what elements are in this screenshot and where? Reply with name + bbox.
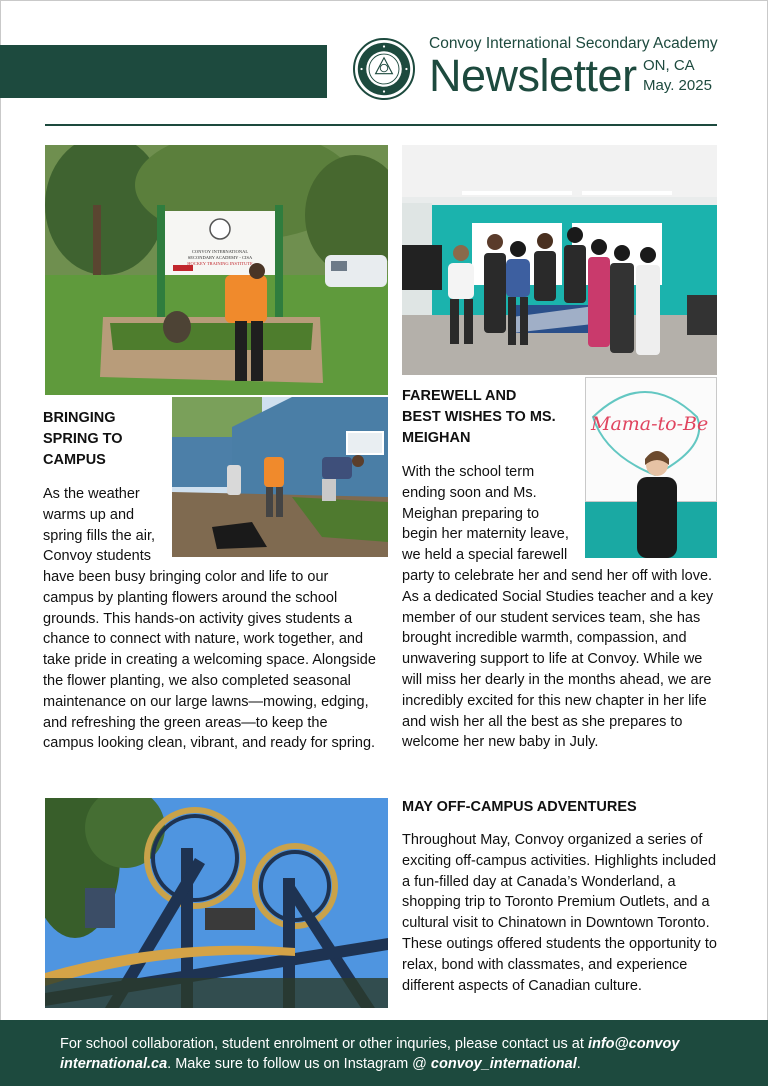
sign-text: CONVOY INTERNATIONAL SECONDARY ACADEMY - CISA HOCKEY TRAINING INSTITUTE [187, 249, 253, 266]
article-farewell-heading: FAREWELL AND BEST WISHES TO MS. MEIGHAN [402, 388, 556, 446]
article-adventures-heading: MAY OFF-CAMPUS ADVENTURES [402, 799, 637, 815]
footer-email-link[interactable]: info@convoy international.ca [60, 1036, 680, 1072]
gardening-photo [172, 397, 388, 557]
footer-bar [0, 1020, 768, 1086]
farewell-party-photo [402, 145, 717, 375]
article-spring-heading: BRINGING SPRING TO CAMPUS [43, 410, 123, 468]
footer-instagram-link[interactable]: convoy_international [430, 1056, 577, 1072]
footer-text-c: . [576, 1056, 581, 1072]
article-farewell-body: party to celebrate her and send her off with love. As a dedicated Social Studies teacher and a key member of our student services team, she has brought incredible warmth, compassion, and unwavering support to life at Convoy. While we will miss her dearly in the months ahead, we are incredibly excited for this new chapter in her life and wish her all the best as she prepares to welcome her new baby in July. [402, 568, 714, 751]
board-text: Mama-to-Be [591, 413, 709, 435]
issue-date: May. 2025 [643, 77, 712, 94]
mama-to-be-photo [585, 377, 717, 558]
header-rule [45, 124, 717, 126]
article-spring-wrap: As the weather warms up and spring fills the air, Convoy students [43, 486, 156, 565]
roller-coaster-photo [45, 798, 388, 1008]
location-date [643, 56, 712, 96]
school-seal-logo [353, 38, 415, 100]
article-adventures-body: Throughout May, Convoy organized a series of exciting off-campus activities. Highlights included a fun-filled day at Canada’s Wonderland, a shopping trip to Toronto Premium Outlets, and a cultural visit to Chinatown in Downtown Toronto. These outings offered students the opportunity to relax, bond with classmates, and experience different aspects of Canadian culture. [402, 832, 717, 994]
article-farewell-wrap: With the school term ending soon and Ms. Meighan preparing to begin her maternity leave, we held a special farewell [402, 464, 569, 564]
school-name: Convoy International Secondary Academy [429, 35, 718, 52]
newsletter-title: Newsletter [429, 50, 637, 101]
footer-text-a: For school collaboration, student enrolment or other inquries, please contact us at [60, 1036, 588, 1052]
header-bar [0, 45, 327, 98]
footer-text-b: . Make sure to follow us on Instagram @ [167, 1056, 431, 1072]
location: ON, CA [643, 57, 695, 74]
article-spring-body: have been busy bringing color and life to our campus by planting flowers around the school grounds. This hands-on activity gives students a chance to connect with nature, work together, and take pride in creating a welcoming space. Alongside the flower planting, we also completed seasonal maintenance on our large lawns—mowing, edging, and refreshing the green areas—to keep the campus looking clean, vibrant, and ready for spring. [43, 569, 376, 752]
campus-sign-photo [45, 145, 388, 395]
